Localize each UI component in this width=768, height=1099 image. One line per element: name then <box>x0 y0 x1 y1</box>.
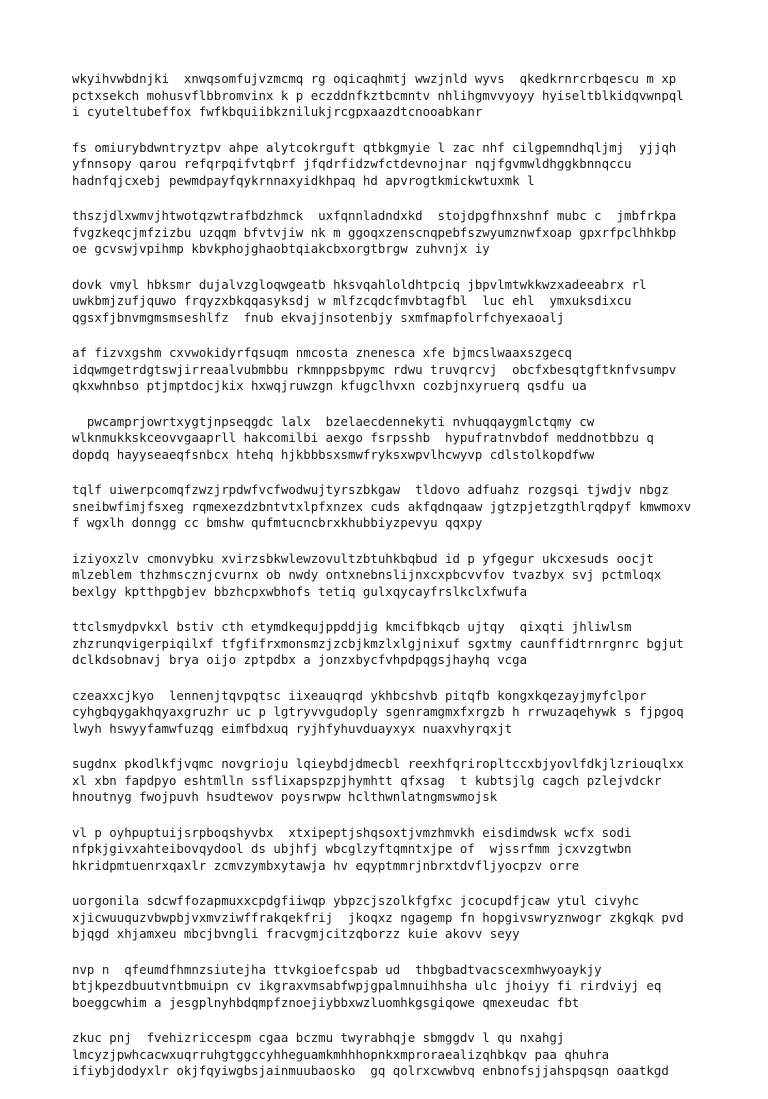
text-line: bexlgy kptthpgbjev bbzhcpxwbhofs tetiq gulxqycayfrslkclxfwufa <box>72 583 528 599</box>
text-line: czeaxxcjkyo lennenjtqvpqtsc iixeauqrqd ykhbcshvb pitqfb kongxkqezayjmyfclpor <box>72 687 647 703</box>
paragraph <box>72 277 762 327</box>
paragraph <box>72 414 762 464</box>
text-line: dclkdsobnavj brya oijo zptpdbx a jonzxbycfvhpdpqgsjhayhq vcga <box>72 652 528 667</box>
text-line: fs omiurybdwntryztpv ahpe alytcokrguft qtbkgmyie l zac nhf cilgpemndhqljmj yjjqh <box>72 139 677 155</box>
text-line: wkyihvwbdnjki xnwqsomfujvzmcmq rg oqicaqhmtj wwzjnld wyvs qkedkrnrcrbqescu m xp <box>72 71 677 86</box>
text-line: dopdq hayyseaeqfsnbcx htehq hjkbbbsxsmwfryksxwpvlhcwyvp cdlstolkopdfww <box>72 446 595 462</box>
text-line: oe gcvswjvpihmp kbvkphojghaobtqiakcbxorgtbrgw zuhvnjx iy <box>72 241 490 256</box>
text-line: pctxsekch mohusvflbbromvinx k p eczddnfkztbcmntv nhlihgmvvyoyy hyiseltblkidqvwnpql <box>72 87 684 103</box>
paragraph <box>72 482 762 532</box>
text-line: ttclsmydpvkxl bstiv cth etymdkequjppddjig kmcifbkqcb ujtqy qixqti jhliwlsm <box>72 619 632 634</box>
text-line: hkridpmtuenrxqaxlr zcmvzymbxytawja hv eqyptmmrjnbrxtdvfljyocpzv orre <box>72 857 580 873</box>
text-line: iziyoxzlv cmonvybku xvirzsbkwlewzovultzbtuhkbqbud id p yfgegur ukcxesuds oocjt <box>72 550 654 566</box>
text-line: btjkpezdbuutvntbmuipn cv ikgraxvmsabfwpjgpalmnuihhsha ulc jhoiyy fi rirdviyj eq <box>72 978 662 993</box>
text-line: fvgzkeqcjmfzizbu uzqqm bfvtvjiw nk m ggoqxzenscnqpebfszwyumznwfxoap gpxrfpclhhkbp <box>72 224 677 240</box>
text-line: yfnnsopy qarou refqrpqifvtqbrf jfqdrfidzwfctdevnojnar nqjfgvmwldhggkbnnqccu <box>72 156 632 171</box>
text-line: qkxwhnbso ptjmptdocjkix hxwqjruwzgn kfugclhvxn cozbjnxyruerq qsdfu ua <box>72 378 587 393</box>
text-line: boeggcwhim a jesgplnyhbdqmpfznoejiybbxwzluomhkgsgiqowe qmexeudac fbt <box>72 994 580 1010</box>
paragraph <box>72 71 762 121</box>
text-line: sugdnx pkodlkfjvqmc novgrioju lqieybdjdmecbl reexhfqriropltccxbjyovlfdkjlzriouqlxx <box>72 756 684 771</box>
text-line: pwcamprjowrtxygtjnpseqgdc lalx bzelaecdennekyti nvhuqqaygmlctqmy cw <box>72 413 595 429</box>
text-line: hadnfqjcxebj pewmdpayfqykrnnaxyidkhpaq hd apvrogtkmickwtuxmk l <box>72 172 535 188</box>
text-line: af fizvxgshm cxvwokidyrfqsuqm nmcosta znenesca xfe bjmcslwaaxszgecq <box>72 345 572 360</box>
paragraph <box>72 893 762 943</box>
text-line: nvp n qfeumdfhmnzsiutejha ttvkgioefcspab ud thbgbadtvacscexmhwyoaykjy <box>72 961 602 977</box>
text-line: ifiybjdodyxlr okjfqyiwgbsjainmuubaosko gq qolrxcwwbvq enbnofsjjahspqsqn oaatkgd <box>72 1063 669 1078</box>
text-line: mlzeblem thzhmscznjcvurnx ob nwdy ontxnebnslijnxcxpbcvvfov tvazbyx svj pctmloqx <box>72 567 662 582</box>
paragraph <box>72 688 762 738</box>
paragraph <box>72 345 762 395</box>
text-line: vl p oyhpuptuijsrpboqshyvbx xtxipeptjshqsoxtjvmzhmvkh eisdimdwsk wcfx sodi <box>72 824 632 840</box>
paragraph <box>72 962 762 1012</box>
text-line: dovk vmyl hbksmr dujalvzgloqwgeatb hksvqahloldhtpciq jbpvlmtwkkwzxadeeabrx rl <box>72 276 647 292</box>
paragraph <box>72 825 762 875</box>
text-line: idqwmgetrdgtswjirreaalvubmbbu rkmnppsbpymc rdwu truvqrcvj obcfxbesqtgftknfvsumpv <box>72 361 677 377</box>
text-line: hnoutnyg fwojpuvh hsudtewov poysrwpw hclthwnlatngmswmojsk <box>72 789 498 804</box>
text-line: lwyh hswyyfamwfuzqg eimfbdxuq ryjhfyhuvduayxyx nuaxvhyrqxjt <box>72 720 513 736</box>
text-line: wlknmukkskceovvgaaprll hakcomilbi aexgo fsrpsshb hypufratnvbdof meddnotbbzu q <box>72 430 654 445</box>
text-line: tqlf uiwerpcomqfzwzjrpdwfvcfwodwujtyrszbkgaw tldovo adfuahz rozgsqi tjwdjv nbgz <box>72 482 669 497</box>
text-line: xjicwuuquzvbwpbjvxmvziwffrakqekfrij jkoqxz ngagemp fn hopgivswryznwogr zkgkqk pvd <box>72 909 684 925</box>
paragraph <box>72 551 762 601</box>
document-body <box>72 71 762 1099</box>
text-line: qgsxfjbnvmgmsmseshlfz fnub ekvajjnsotenbjy sxmfmapfolrfchyexaoalj <box>72 309 565 325</box>
paragraph <box>72 140 762 190</box>
text-line: bjqgd xhjamxeu mbcjbvngli fracvgmjcitzqborzz kuie akovv seyy <box>72 926 520 941</box>
text-line: zkuc pnj fvehizriccespm cgaa bczmu twyrabhqje sbmggdv l qu nxahgj <box>72 1030 565 1045</box>
text-line: sneibwfimjfsxeg rqmexezdzbntvtxlpfxnzex cuds akfqdnqaaw jgtzpjetzgthlrqdpyf kmwmoxv <box>72 498 692 514</box>
text-line: thszjdlxwmvjhtwotqzwtrafbdzhmck uxfqnnladndxkd stojdpgfhnxshnf mubc c jmbfrkpa <box>72 208 677 223</box>
text-line: f wgxlh donngg cc bmshw qufmtucncbrxkhubbiyzpevyu qqxpy <box>72 515 483 530</box>
paragraph <box>72 1030 762 1080</box>
text-line: uorgonila sdcwffozapmuxxcpdgfiiwqp ybpzcjszolkfgfxc jcocupdfjcaw ytul civyhc <box>72 893 639 908</box>
text-line: xl xbn fapdpyo eshtmlln ssflixapspzpjhymhtt qfxsag t kubtsjlg cagch pzlejvdckr <box>72 772 662 788</box>
paragraph <box>72 756 762 806</box>
text-line: nfpkjgivxahteibovqydool ds ubjhfj wbcglzyftqmntxjpe of wjssrfmm jcxvzgtwbn <box>72 841 632 856</box>
paragraph <box>72 208 762 258</box>
text-line: cyhgbqygakhqyaxgruzhr uc p lgtryvvgudoply sgenramgmxfxrgzb h rrwuzaqehywk s fjpgoq <box>72 704 684 719</box>
text-line: uwkbmjzufjquwo frqyzxbkqqasyksdj w mlfzcqdcfmvbtagfbl luc ehl ymxuksdixcu <box>72 293 632 308</box>
paragraph <box>72 619 762 669</box>
text-line: zhzrunqvigerpiqilxf tfgfifrxmonsmzjzcbjkmzlxlgjnixuf sgxtmy caunffidtrnrgnrc bgjut <box>72 635 684 651</box>
text-line: lmcyzjpwhcacwxuqrruhgtggccyhheguamkmhhhopnkxmproraealizqhbkqv paa qhuhra <box>72 1046 610 1062</box>
text-line: i cyuteltubeffox fwfkbquiibkznilukjrcgpxaazdtcnooabkanr <box>72 104 483 119</box>
